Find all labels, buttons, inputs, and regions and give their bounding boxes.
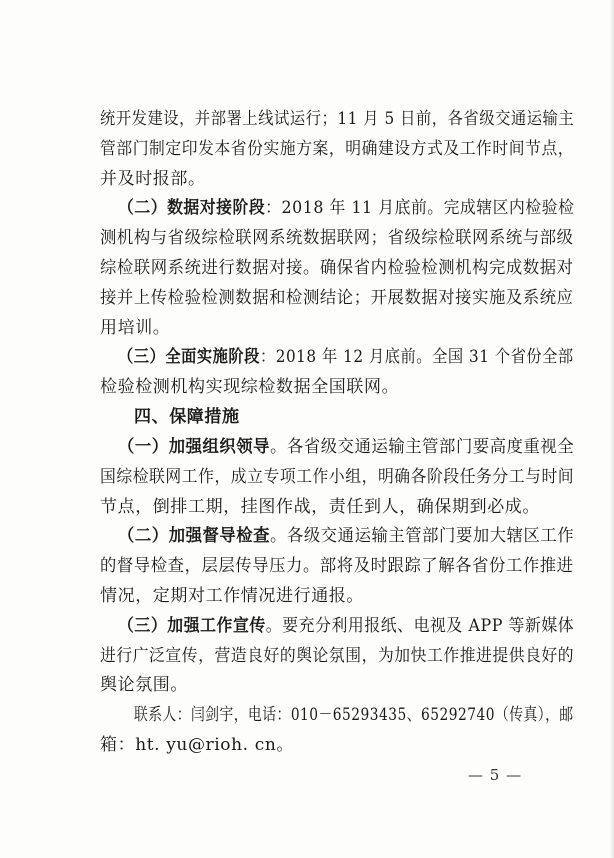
- text-line: 综检联网系统进行数据对接。确保省内检验检测机构完成数据对: [100, 258, 574, 278]
- text-line: 接并上传检验检测数据和检测结论；开展数据对接实施及系统应: [100, 288, 574, 308]
- text-line: 用培训。: [100, 318, 171, 338]
- text-line: 舆论氛围。: [100, 675, 188, 695]
- scan-edge: [610, 0, 614, 858]
- section-line: （三）全面实施阶段：2018 年 12 月底前。全国 31 个省份全部: [118, 347, 574, 367]
- section-line: （二）加强督导检查。各级交通运输主管部门要加大辖区工作: [118, 526, 575, 546]
- section-line: （三）加强工作宣传。要充分利用报纸、电视及 APP 等新媒体: [118, 616, 575, 636]
- email-line: 箱：ht. yu@rioh. cn。: [100, 735, 294, 755]
- text-line: 节点，倒排工期，挂图作战，责任到人，确保期到必成。: [100, 497, 540, 517]
- text-line: 统开发建设，并部署上线试运行；11 月 5 日前，各省级交通运输主: [100, 109, 575, 129]
- text-line: 的督导检查，层层传导压力。部将及时跟踪了解各省份工作推进: [100, 556, 574, 576]
- text-line: 管部门制定印发本省份实施方案，明确建设方式及工作时间节点，: [100, 139, 575, 159]
- text-line: 并及时报部。: [100, 169, 206, 189]
- text-line: 国综检联网工作，成立专项工作小组，明确各阶段任务分工与时间: [100, 467, 575, 487]
- contact-line: 联系人：闫剑宇，电话：010－65293435、65292740（传真），邮: [134, 705, 574, 725]
- section-line: （一）加强组织领导。各省级交通运输主管部门要高度重视全: [118, 437, 575, 457]
- page-number: — 5 —: [468, 766, 523, 784]
- text-line: 测机构与省级综检联网系统数据联网；省级综检联网系统与部级: [100, 228, 574, 248]
- text-line: 检验检测机构实现综检数据全国联网。: [100, 377, 400, 397]
- text-line: 进行广泛宣传，营造良好的舆论氛围，为加快工作推进提供良好的: [100, 646, 575, 666]
- section-heading: 四、保障措施: [134, 407, 240, 427]
- section-line: （二）数据对接阶段：2018 年 11 月底前。完成辖区内检验检: [118, 198, 575, 218]
- text-line: 情况，定期对工作情况进行通报。: [100, 586, 364, 606]
